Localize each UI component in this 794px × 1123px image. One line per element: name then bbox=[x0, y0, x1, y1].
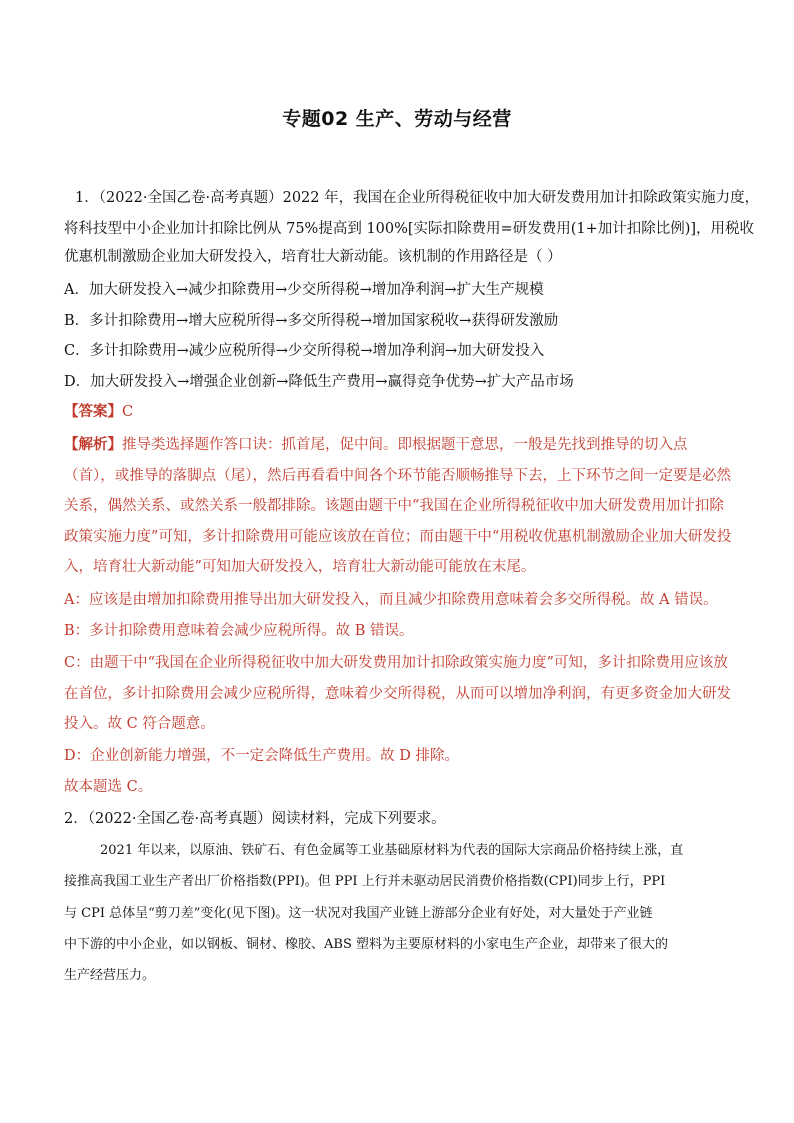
analysis-line: C：由题干中“我国在企业所得税征收中加大研发费用加计扣除政策实施力度”可知，多计扣除费用应该放 bbox=[64, 655, 728, 671]
q1-option-b: B．多计扣除费用→增大应税所得→多交所得税→增加国家税收→获得研发激励 bbox=[64, 313, 559, 329]
analysis-line: A：应该是由增加扣除费用推导出加大研发投入，而且减少扣除费用意味着会多交所得税。故 A 错误。 bbox=[64, 592, 718, 608]
q1-option-c: C．多计扣除费用→减少应税所得→少交所得税→增加净利润→加大研发投入 bbox=[64, 343, 545, 359]
analysis-line: D：企业创新能力增强，不一定会降低生产费用。故 D 排除。 bbox=[64, 748, 459, 764]
analysis-line: 入，培育壮大新动能”可知加大研发投入，培育壮大新动能可能放在末尾。 bbox=[64, 559, 536, 575]
page-title: 专题02 生产、劳动与经营 bbox=[282, 108, 512, 130]
analysis-tag: 【解析】 bbox=[64, 436, 122, 453]
q2-header: 2．（2022·全国乙卷·高考真题）阅读材料，完成下列要求。 bbox=[64, 811, 446, 827]
q1-analysis-first bbox=[64, 435, 688, 455]
q2-material-line: 与 CPI 总体呈“剪刀差”变化(见下图)。这一状况对我国产业链上游部分企业有好处，对大量处于产业链 bbox=[64, 906, 653, 921]
analysis-line: 关系，偶然关系、或然关系一般都排除。该题由题干中“我国在企业所得税征收中加大研发费用加计扣除 bbox=[64, 498, 724, 514]
analysis-line: B：多计扣除费用意味着会减少应税所得。故 B 错误。 bbox=[64, 623, 414, 639]
analysis-line: 政策实施力度”可知，多计扣除费用可能应该放在首位；而由题干中“用税收优惠机制激励企业加大研发投 bbox=[64, 529, 732, 545]
q1-stem-line-3: 优惠机制激励企业加大研发投入，培育壮大新动能。该机制的作用路径是（ ） bbox=[64, 249, 562, 265]
analysis-line: 投入。故 C 符合题意。 bbox=[64, 716, 215, 732]
analysis-text: 推导类选择题作答口诀：抓首尾，促中间。即根据题干意思，一般是先找到推导的切入点 bbox=[122, 437, 688, 453]
q2-material-line: 中下游的中小企业，如以钢板、铜材、橡胶、ABS 塑料为主要原材料的小家电生产企业，却带来了很大的 bbox=[64, 937, 668, 952]
q1-answer bbox=[64, 402, 133, 422]
q1-stem-line-1: 1．（2022·全国乙卷·高考真题）2022 年，我国在企业所得税征收中加大研发费用加计扣除政策实施力度， bbox=[75, 190, 760, 206]
answer-value: C bbox=[122, 404, 134, 420]
analysis-line: （首），或推导的落脚点（尾），然后再看看中间各个环节能否顺畅推导下去，上下环节之间一定要是必然 bbox=[64, 468, 731, 484]
q1-option-a: A．加大研发投入→减少扣除费用→少交所得税→增加净利润→扩大生产规模 bbox=[64, 282, 544, 298]
q2-material-line: 生产经营压力。 bbox=[64, 968, 156, 983]
q1-option-d: D．加大研发投入→增强企业创新→降低生产费用→赢得竞争优势→扩大产品市场 bbox=[64, 374, 574, 390]
analysis-line: 在首位，多计扣除费用会减少应税所得，意味着少交所得税，从而可以增加净利润，有更多资金加大研发 bbox=[64, 686, 731, 702]
q2-material-line: 接推高我国工业生产者出厂价格指数(PPI)。但 PPI 上行并未驱动居民消费价格指数(CPI)同步上行，PPI bbox=[64, 874, 666, 889]
q2-material-line: 2021 年以来，以原油、铁矿石、有色金属等工业基础原材料为代表的国际大宗商品价格持续上涨，直 bbox=[100, 843, 684, 858]
conclusion: 故本题选 C。 bbox=[64, 779, 153, 795]
answer-tag: 【答案】 bbox=[64, 403, 122, 420]
q1-stem-line-2: 将科技型中小企业加计扣除比例从 75%提高到 100%[实际扣除费用=研发费用(1+加计扣除比例)]，用税收 bbox=[64, 221, 755, 237]
